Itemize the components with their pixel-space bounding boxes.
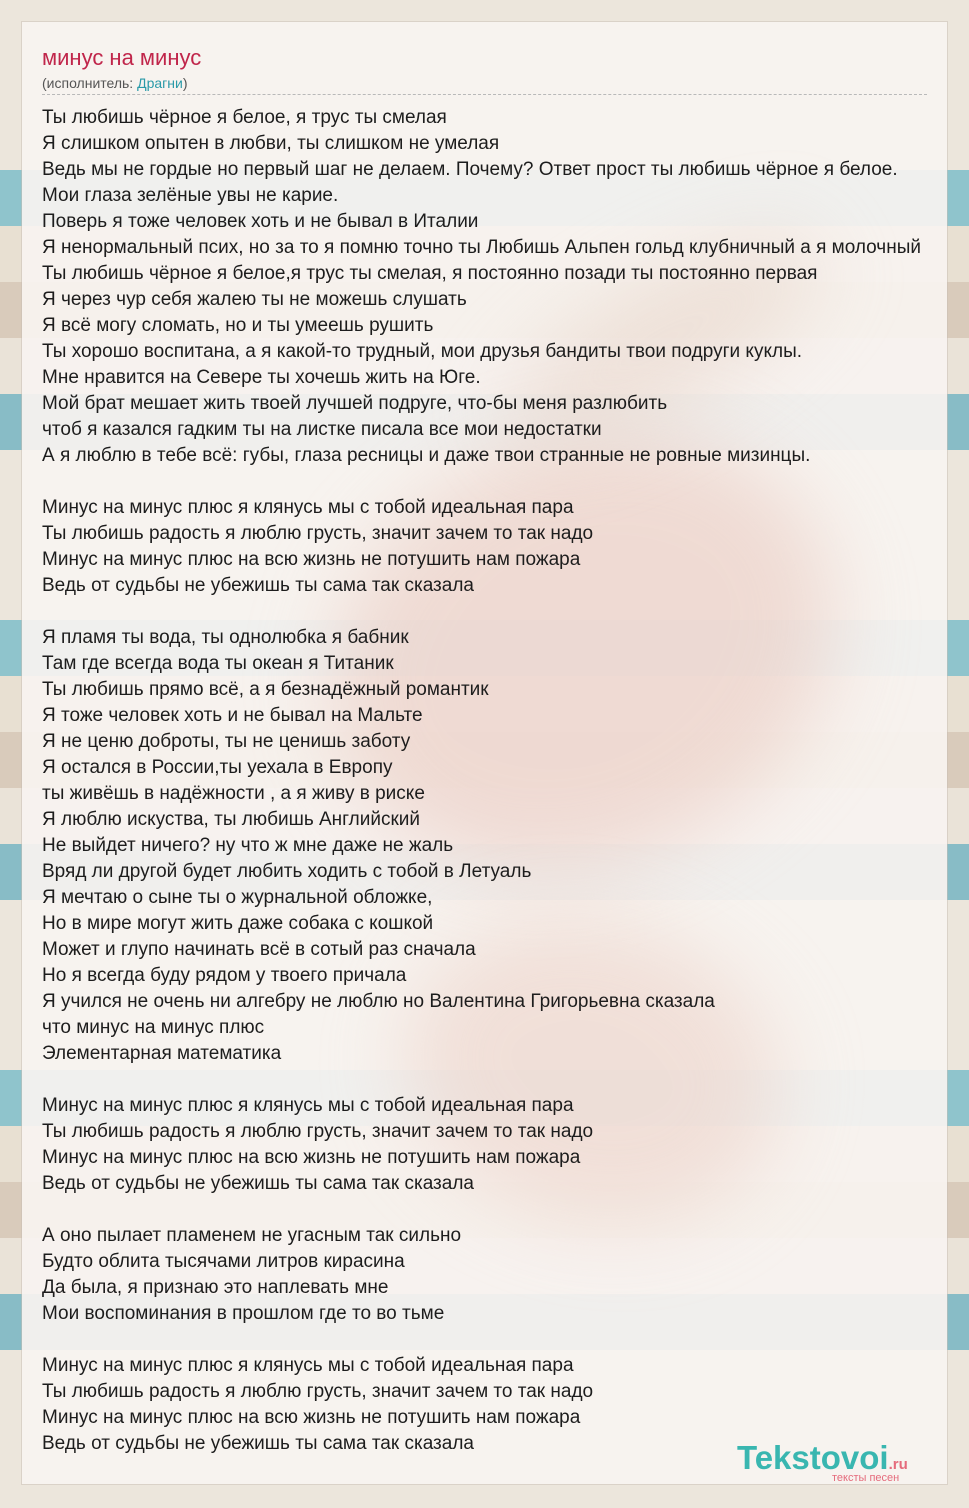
lyric-line: Я остался в России,ты уехала в Европу [42,757,393,778]
stanza-break [42,1327,969,1353]
lyric-line: Но я всегда буду рядом у твоего причала [42,965,407,986]
lyric-line: Ты любишь прямо всё, а я безнадёжный романтик [42,679,489,700]
lyric-line: Я люблю искуства, ты любишь Английский [42,809,421,830]
lyric-line: Минус на минус плюс я клянусь мы с тобой идеальная пара [42,1095,574,1116]
lyric-line: Я мечтаю о сыне ты о журнальной обложке, [42,887,433,908]
lyric-line: Ведь от судьбы не убежишь ты сама так сказала [42,1173,474,1194]
lyric-line: Ведь мы не гордые но первый шаг не делаем. Почему? Ответ прост ты любишь чёрное я белое. [42,159,898,180]
artist-suffix: ) [182,75,188,91]
lyric-line: Но в мире могут жить даже собака с кошкой [42,913,434,934]
song-title: минус на минус [42,45,202,70]
lyric-line: Минус на минус плюс я клянусь мы с тобой идеальная пара [42,1355,574,1376]
lyric-line: А оно пылает пламенем не угасным так сильно [42,1225,462,1246]
lyric-line: Ты любишь чёрное я белое,я трус ты смелая, я постоянно позади ты постоянно первая [42,263,818,284]
lyric-line: ты живёшь в надёжности , а я живу в риске [42,783,425,804]
site-logo[interactable] [737,1438,947,1488]
lyric-line: Ты любишь чёрное я белое, я трус ты смелая [42,107,447,128]
lyric-line: Элементарная математика [42,1043,282,1064]
lyric-line: Мои воспоминания в прошлом где то во тьме [42,1303,445,1324]
lyric-line: Да была, я признаю это наплевать мне [42,1277,389,1298]
lyrics-body [42,105,969,1457]
lyric-line: Поверь я тоже человек хоть и не бывал в Италии [42,211,479,232]
lyric-line: Минус на минус плюс на всю жизнь не потушить нам пожара [42,549,581,570]
lyric-line: Ведь от судьбы не убежишь ты сама так сказала [42,575,474,596]
lyric-line: Мне нравится на Севере ты хочешь жить на Юге. [42,367,481,388]
lyric-line: Ты хорошо воспитана, а я какой-то трудный, мои друзья бандиты твои подруги куклы. [42,341,803,362]
stanza-break [42,1197,969,1223]
lyric-line: Я ненормальный псих, но за то я помню точно ты Любишь Альпен гольд клубничный а я молочный [42,237,921,258]
lyric-line: Я не ценю доброты, ты не ценишь заботу [42,731,411,752]
lyric-line: Я тоже человек хоть и не бывал на Мальте [42,705,423,726]
lyric-line: Будто облита тысячами литров кирасина [42,1251,405,1272]
lyric-line: Ты любишь радость я люблю грусть, значит зачем то так надо [42,1381,594,1402]
artist-line [42,74,187,92]
lyric-line: Ты любишь радость я люблю грусть, значит зачем то так надо [42,1121,594,1142]
stanza-break [42,599,969,625]
logo-tld: .ru [888,1456,908,1473]
lyric-line: Ты любишь радость я люблю грусть, значит зачем то так надо [42,523,594,544]
stanza-break [42,1067,969,1093]
lyric-line: Не выйдет ничего? ну что ж мне даже не жаль [42,835,454,856]
artist-prefix: (исполнитель: [42,75,138,91]
lyric-line: Я пламя ты вода, ты однолюбка я бабник [42,627,409,648]
logo-name: Tekstovoi [737,1439,889,1476]
lyric-line: Минус на минус плюс на всю жизнь не потушить нам пожара [42,1147,581,1168]
lyric-line: Ведь от судьбы не убежишь ты сама так сказала [42,1433,474,1454]
lyric-line: Я учился не очень ни алгебру не люблю но Валентина Григорьевна сказала [42,991,715,1012]
lyric-line: Я через чур себя жалею ты не можешь слушать [42,289,467,310]
song-header [42,44,927,95]
artist-link[interactable]: Драгни [137,75,183,91]
lyric-line: Вряд ли другой будет любить ходить с тобой в Летуаль [42,861,532,882]
logo-tagline: тексты песен [832,1472,900,1484]
lyric-line: Может и глупо начинать всё в сотый раз сначала [42,939,476,960]
lyric-line: Там где всегда вода ты океан я Титаник [42,653,394,674]
lyric-line: что минус на минус плюс [42,1017,265,1038]
lyric-line: Минус на минус плюс на всю жизнь не потушить нам пожара [42,1407,581,1428]
lyric-line: А я люблю в тебе всё: губы, глаза ресницы и даже твои странные не ровные мизинцы. [42,445,811,466]
lyric-line: Минус на минус плюс я клянусь мы с тобой идеальная пара [42,497,574,518]
lyric-line: Я слишком опытен в любви, ты слишком не умелая [42,133,500,154]
stanza-break [42,469,969,495]
lyric-line: Я всё могу сломать, но и ты умеешь рушить [42,315,434,336]
lyric-line: чтоб я казался гадким ты на листке писала все мои недостатки [42,419,602,440]
lyric-line: Мой брат мешает жить твоей лучшей подруге, что-бы меня разлюбить [42,393,668,414]
lyric-line: Мои глаза зелёные увы не карие. [42,185,339,206]
